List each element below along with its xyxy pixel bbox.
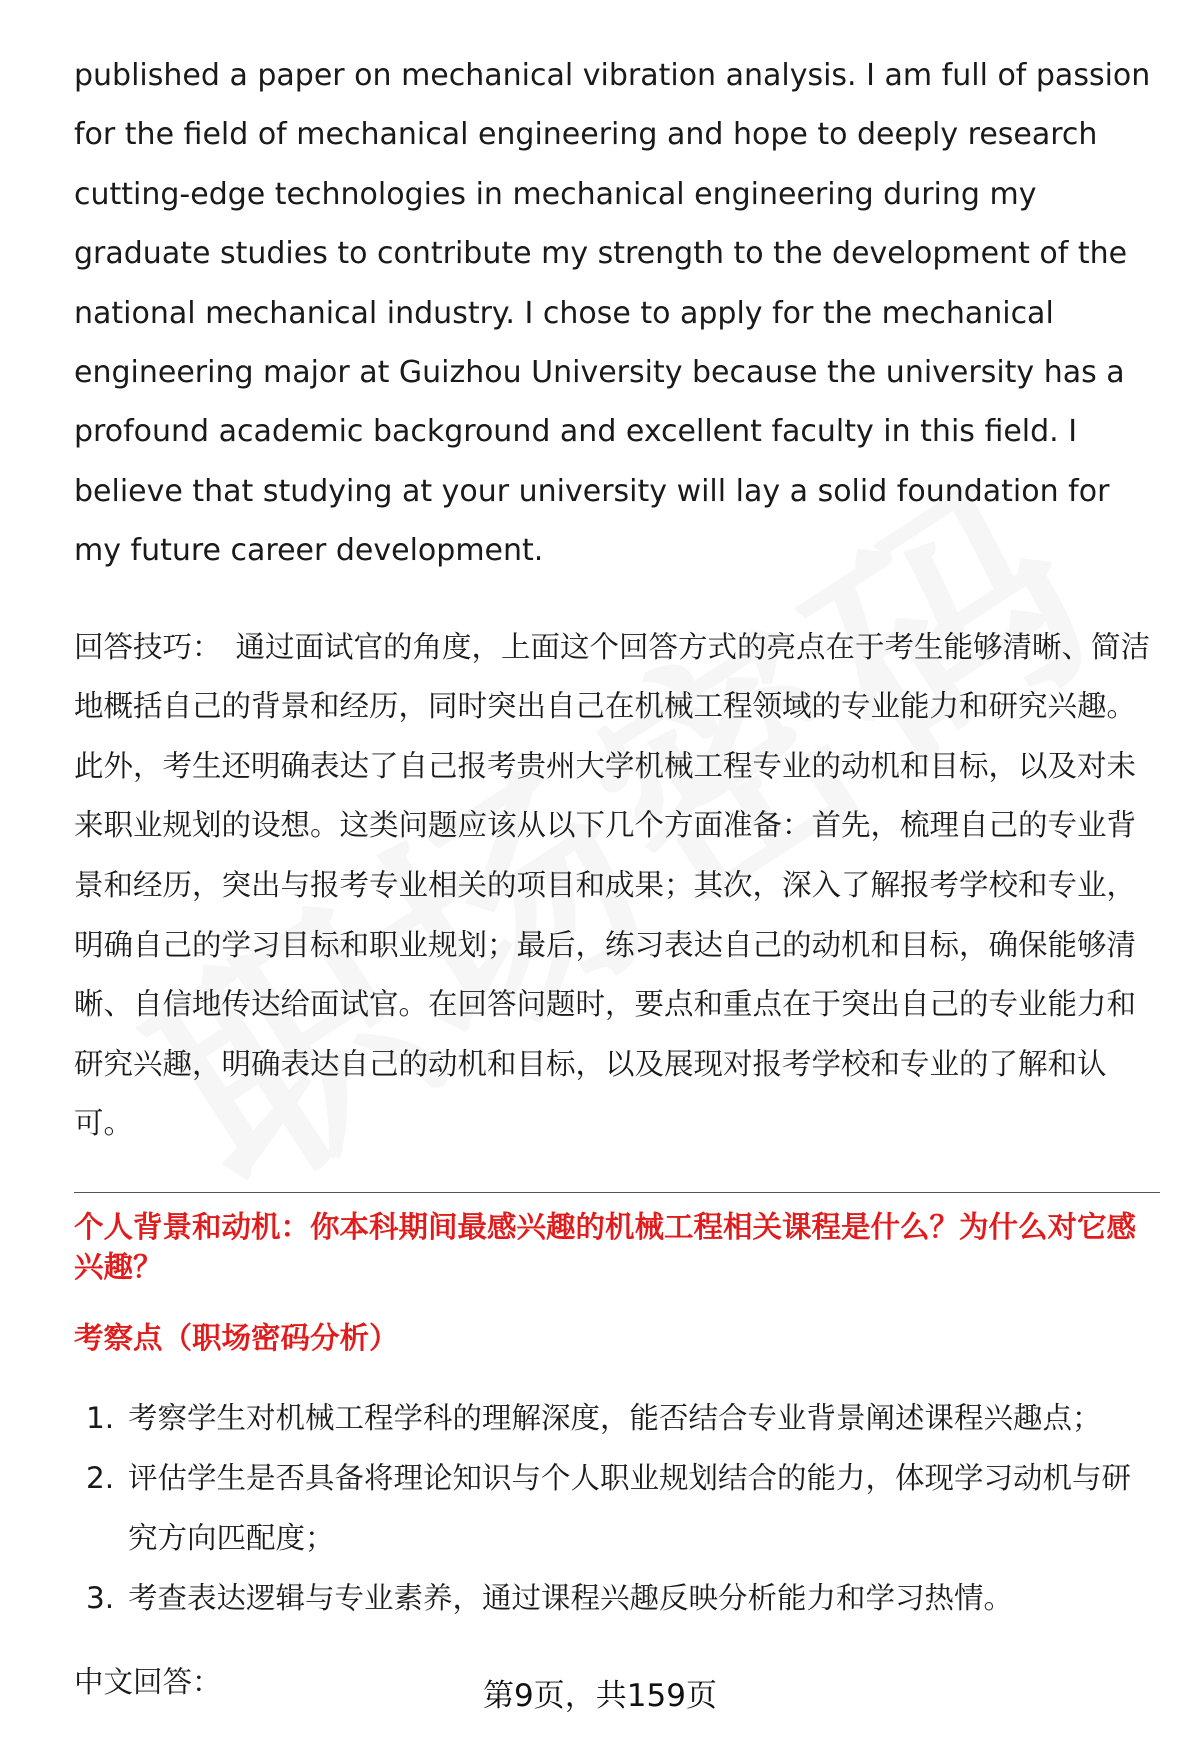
list-item-number: 3. [86, 1581, 115, 1615]
assessment-points-list [74, 1388, 1160, 1628]
tips-label: 回答技巧： [74, 629, 222, 664]
question-title: 个人背景和动机：你本科期间最感兴趣的机械工程相关课程是什么？为什么对它感兴趣？ [74, 1210, 1137, 1284]
list-item-text: 考查表达逻辑与专业素养，通过课程兴趣反映分析能力和学习热情。 [128, 1581, 1014, 1615]
list-item [74, 1388, 1160, 1448]
list-item-text: 评估学生是否具备将理论知识与个人职业规划结合的能力，体现学习动机与研究方向匹配度； [128, 1461, 1132, 1555]
document-body [74, 46, 1160, 1702]
list-item [74, 1568, 1160, 1628]
page-number-footer: 第9页，共159页 [483, 1678, 717, 1714]
english-answer-paragraph: published a paper on mechanical vibration analysis. I am full of passion for the field of mechanical engineering and hope to deeply research cutting-edge technologies in mechanical engineering during my graduate studies to contribute my strength to the development of the national mechanical industry. I chose to apply for the mechanical engineering major at Guizhou University because the university has a profound academic background and excellent faculty in this field. I believe that studying at your university will lay a solid foundation for my future career development. [74, 58, 1151, 569]
answer-tips-paragraph [74, 618, 1160, 1154]
tips-text: 通过面试官的角度，上面这个回答方式的亮点在于考生能够清晰、简洁地概括自己的背景和经历，同时突出自己在机械工程领域的专业能力和研究兴趣。此外，考生还明确表达了自己报考贵州大学机械工程专业的动机和目标，以及对未来职业规划的设想。这类问题应该从以下几个方面准备：首先，梳理自己的专业背景和经历，突出与报考专业相关的项目和成果；其次，深入了解报考学校和专业，明确自己的学习目标和职业规划；最后，练习表达自己的动机和目标，确保能够清晰、自信地传达给面试官。在回答问题时，要点和重点在于突出自己的专业能力和研究兴趣，明确表达自己的动机和目标，以及展现对报考学校和专业的了解和认可。 [74, 629, 1151, 1141]
assessment-points-title: 考察点（职场密码分析） [74, 1321, 399, 1355]
section-divider [74, 1192, 1160, 1193]
list-item-text: 考察学生对机械工程学科的理解深度，能否结合专业背景阐述课程兴趣点； [128, 1401, 1102, 1435]
list-item [74, 1448, 1160, 1568]
list-item-number: 1. [86, 1401, 115, 1435]
list-item-number: 2. [86, 1461, 115, 1495]
chinese-answer-label: 中文回答： [74, 1665, 222, 1699]
